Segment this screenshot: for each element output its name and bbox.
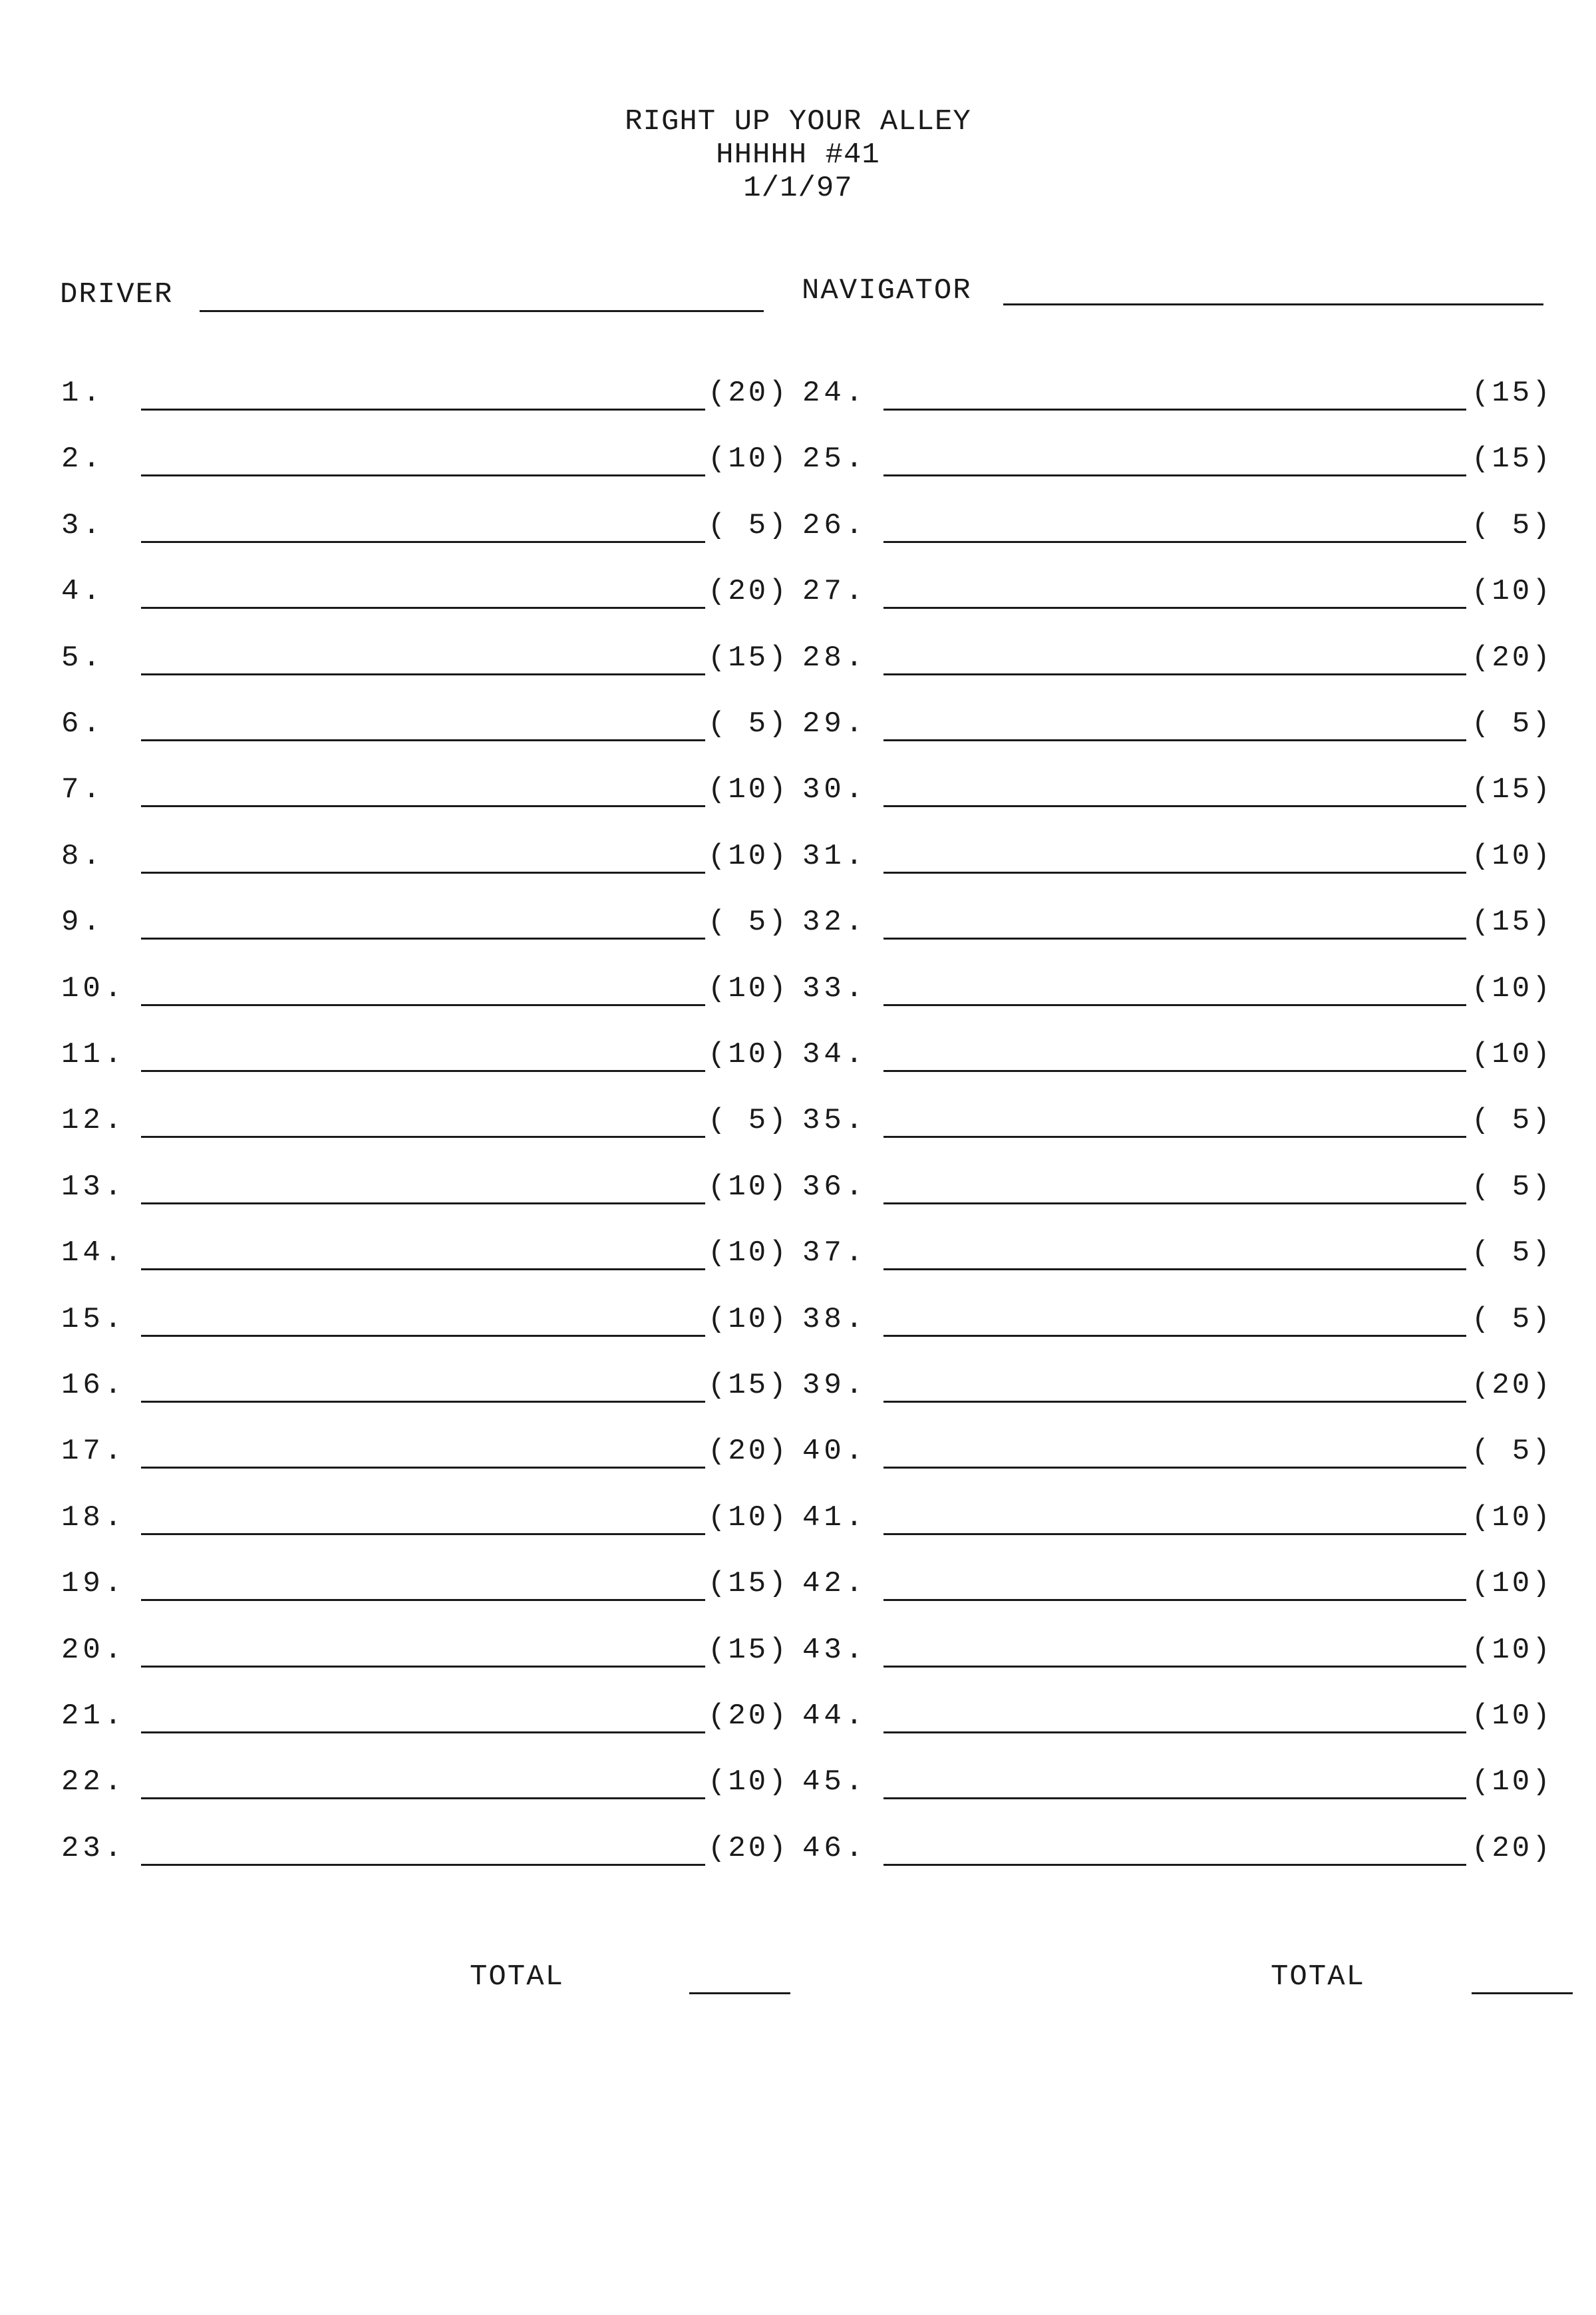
answer-line[interactable] (883, 474, 1466, 476)
item-number: 13. (61, 1170, 126, 1204)
total-label-left: TOTAL (470, 1960, 565, 1994)
point-value: (10) (1472, 1501, 1553, 1534)
item-number: 41. (802, 1501, 868, 1534)
total-field-left[interactable] (689, 1992, 790, 1994)
item-number: 33. (802, 972, 868, 1005)
answer-line[interactable] (883, 739, 1466, 741)
point-value: (20) (708, 1435, 789, 1469)
answer-line[interactable] (883, 409, 1466, 411)
answer-line[interactable] (141, 409, 705, 411)
point-value: ( 5) (708, 906, 789, 940)
item-number: 8. (61, 839, 104, 873)
point-value: (10) (708, 1236, 789, 1270)
answer-line[interactable] (141, 1797, 705, 1799)
item-number: 32. (802, 906, 868, 940)
item-number: 15. (61, 1302, 126, 1336)
answer-line[interactable] (883, 1004, 1466, 1006)
point-value: (10) (708, 1302, 789, 1336)
item-number: 11. (61, 1038, 126, 1071)
point-value: ( 5) (1472, 508, 1553, 542)
answer-line[interactable] (883, 872, 1466, 874)
point-value: (20) (708, 575, 789, 609)
point-value: (20) (708, 1831, 789, 1865)
item-number: 10. (61, 972, 126, 1005)
answer-line[interactable] (141, 1268, 705, 1270)
item-number: 9. (61, 906, 104, 940)
point-value: ( 5) (1472, 1302, 1553, 1336)
answer-line[interactable] (883, 938, 1466, 940)
answer-line[interactable] (141, 805, 705, 807)
answer-line[interactable] (141, 474, 705, 476)
answer-line[interactable] (883, 1136, 1466, 1138)
answer-line[interactable] (141, 872, 705, 874)
navigator-field[interactable] (1003, 303, 1543, 305)
answer-line[interactable] (141, 541, 705, 543)
point-value: (10) (708, 972, 789, 1005)
point-value: (15) (1472, 377, 1553, 410)
answer-line[interactable] (883, 541, 1466, 543)
answer-line[interactable] (141, 1666, 705, 1668)
answer-line[interactable] (141, 1401, 705, 1403)
point-value: (10) (1472, 1567, 1553, 1601)
answer-line[interactable] (883, 1864, 1466, 1866)
item-number: 12. (61, 1104, 126, 1138)
point-value: ( 5) (708, 707, 789, 741)
driver-field[interactable] (200, 310, 764, 312)
answer-line[interactable] (141, 673, 705, 675)
item-number: 16. (61, 1369, 126, 1402)
form-header (0, 105, 1596, 205)
item-number: 40. (802, 1435, 868, 1469)
item-number: 4. (61, 575, 104, 609)
answer-line[interactable] (883, 1797, 1466, 1799)
point-value: (10) (708, 839, 789, 873)
item-number: 45. (802, 1765, 868, 1799)
point-value: ( 5) (1472, 1435, 1553, 1469)
answer-line[interactable] (883, 1599, 1466, 1601)
item-number: 18. (61, 1501, 126, 1534)
answer-line[interactable] (883, 805, 1466, 807)
item-number: 20. (61, 1633, 126, 1667)
point-value: (10) (708, 773, 789, 807)
item-number: 21. (61, 1699, 126, 1733)
point-value: (15) (708, 1369, 789, 1402)
point-value: (15) (708, 1567, 789, 1601)
total-field-right[interactable] (1472, 1992, 1573, 1994)
answer-line[interactable] (141, 1070, 705, 1072)
item-number: 24. (802, 377, 868, 410)
item-number: 2. (61, 443, 104, 476)
answer-line[interactable] (141, 607, 705, 609)
point-value: (20) (708, 1699, 789, 1733)
item-number: 1. (61, 377, 104, 410)
answer-line[interactable] (883, 1533, 1466, 1535)
answer-line[interactable] (141, 1004, 705, 1006)
item-number: 25. (802, 443, 868, 476)
answer-line[interactable] (883, 1467, 1466, 1469)
answer-line[interactable] (883, 1268, 1466, 1270)
answer-line[interactable] (141, 1731, 705, 1733)
point-value: (10) (1472, 839, 1553, 873)
point-value: ( 5) (1472, 1236, 1553, 1270)
point-value: (10) (708, 443, 789, 476)
point-value: (10) (708, 1170, 789, 1204)
item-number: 46. (802, 1831, 868, 1865)
item-number: 30. (802, 773, 868, 807)
answer-line[interactable] (141, 1136, 705, 1138)
point-value: ( 5) (1472, 1104, 1553, 1138)
item-number: 5. (61, 641, 104, 675)
point-value: (10) (1472, 1633, 1553, 1667)
item-number: 17. (61, 1435, 126, 1469)
point-value: (10) (708, 1501, 789, 1534)
point-value: (20) (1472, 1831, 1553, 1865)
item-number: 26. (802, 508, 868, 542)
point-value: (20) (708, 377, 789, 410)
answer-line[interactable] (141, 739, 705, 741)
point-value: (15) (708, 1633, 789, 1667)
answer-line[interactable] (883, 1666, 1466, 1668)
item-number: 43. (802, 1633, 868, 1667)
item-number: 42. (802, 1567, 868, 1601)
item-number: 28. (802, 641, 868, 675)
point-value: (10) (1472, 972, 1553, 1005)
item-number: 29. (802, 707, 868, 741)
point-value: (20) (1472, 1369, 1553, 1402)
item-number: 38. (802, 1302, 868, 1336)
answer-line[interactable] (141, 938, 705, 940)
point-value: (15) (1472, 443, 1553, 476)
item-number: 31. (802, 839, 868, 873)
total-label-right: TOTAL (1271, 1960, 1366, 1994)
item-number: 6. (61, 707, 104, 741)
item-number: 35. (802, 1104, 868, 1138)
item-number: 27. (802, 575, 868, 609)
item-number: 19. (61, 1567, 126, 1601)
item-number: 44. (802, 1699, 868, 1733)
navigator-label: NAVIGATOR (802, 274, 972, 307)
answer-line[interactable] (883, 1731, 1466, 1733)
point-value: ( 5) (708, 1104, 789, 1138)
point-value: (10) (708, 1038, 789, 1071)
item-number: 22. (61, 1765, 126, 1799)
answer-line[interactable] (883, 673, 1466, 675)
point-value: (20) (1472, 641, 1553, 675)
point-value: (10) (1472, 1765, 1553, 1799)
point-value: (15) (1472, 906, 1553, 940)
item-number: 3. (61, 508, 104, 542)
answer-line[interactable] (141, 1533, 705, 1535)
answer-line[interactable] (883, 1202, 1466, 1204)
point-value: ( 5) (1472, 707, 1553, 741)
point-value: (10) (1472, 1038, 1553, 1071)
answer-line[interactable] (141, 1335, 705, 1337)
answer-line[interactable] (883, 1401, 1466, 1403)
item-number: 7. (61, 773, 104, 807)
form-date: 1/1/97 (743, 172, 853, 205)
form-title: RIGHT UP YOUR ALLEY (625, 105, 971, 138)
item-number: 23. (61, 1831, 126, 1865)
point-value: ( 5) (1472, 1170, 1553, 1204)
item-number: 36. (802, 1170, 868, 1204)
point-value: ( 5) (708, 508, 789, 542)
point-value: (10) (708, 1765, 789, 1799)
item-number: 34. (802, 1038, 868, 1071)
point-value: (10) (1472, 1699, 1553, 1733)
point-value: (10) (1472, 575, 1553, 609)
item-number: 14. (61, 1236, 126, 1270)
driver-label: DRIVER (60, 278, 174, 311)
answer-line[interactable] (141, 1467, 705, 1469)
answer-line[interactable] (141, 1864, 705, 1866)
form-subtitle: HHHHH #41 (716, 138, 880, 172)
answer-line[interactable] (141, 1599, 705, 1601)
answer-line[interactable] (883, 1335, 1466, 1337)
answer-line[interactable] (141, 1202, 705, 1204)
answer-line[interactable] (883, 1070, 1466, 1072)
point-value: (15) (708, 641, 789, 675)
item-number: 39. (802, 1369, 868, 1402)
item-number: 37. (802, 1236, 868, 1270)
answer-line[interactable] (883, 607, 1466, 609)
point-value: (15) (1472, 773, 1553, 807)
